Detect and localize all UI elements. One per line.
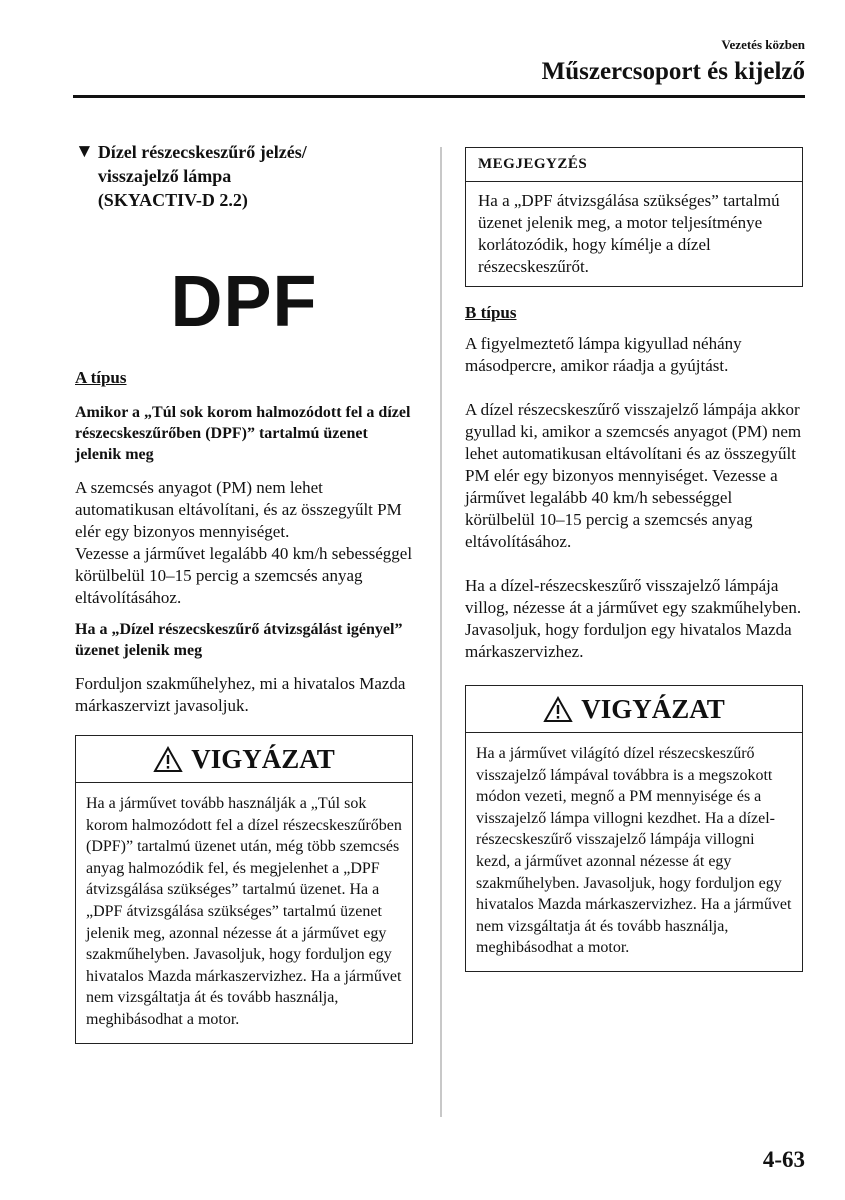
note-box: [465, 147, 803, 287]
dpf-indicator-symbol: DPF: [170, 262, 318, 342]
section-heading-text: [98, 140, 307, 212]
type-b-paragraph-1: A figyelmeztető lámpa kigyullad néhány másodpercre, amikor ráadja a gyújtást.: [465, 334, 742, 375]
caution-text: Ha a járművet világító dízel részecskeszűrő visszajelző lámpával továbbra is a megszokott módon vezeti, megnő a PM mennyisége és a visszajelző lámpa villogni kezdhet. Ha a dízel-részecskeszűrő visszajelző lámpája villogni kezd, a járművet azonnal nézesse át egy szakműhelyben. Javasoljuk, hogy forduljon egy hivatalos Mazda márkaszervizhez. Ha a járművet nem vizsgáltatja át és tovább használja, meghibásodhat a motor.: [476, 745, 792, 957]
heading-line: Dízel részecskeszűrő jelzés/: [97, 142, 307, 162]
type-b-label: B típus: [465, 303, 517, 322]
message-1-heading: Amikor a „Túl sok korom halmozódott fel a dízel részecskeszűrőben (DPF)” tartalmú üzenet jelenik meg: [75, 404, 411, 463]
warning-triangle-icon: [543, 696, 573, 723]
right-column: [465, 147, 803, 972]
heading-line: (SKYACTIV-D 2.2): [97, 190, 248, 210]
page-number: 4-63: [762, 1147, 805, 1172]
note-text: Ha a „DPF átvizsgálása szükséges” tartalmú üzenet jelenik meg, a motor teljesítménye korlátozódik, hogy kímélje a dízel részecskeszűrőt.: [478, 191, 780, 276]
page-title: Műszercsoport és kijelző: [541, 58, 805, 85]
column-divider: [440, 147, 442, 1117]
caution-title: VIGYÁZAT: [191, 743, 335, 774]
header-rule: [73, 95, 805, 98]
message-1-instruction: Vezesse a járművet legalább 40 km/h sebességgel körülbelül 10–15 percig a szemcsés anyag eltávolításához.: [75, 544, 413, 607]
caution-box: [75, 735, 413, 1044]
triangle-down-icon: ▼: [75, 141, 94, 162]
caution-title: VIGYÁZAT: [581, 693, 725, 724]
type-a-label: A típus: [75, 368, 127, 387]
message-2-heading: Ha a „Dízel részecskeszűrő átvizsgálást igényel” üzenet jelenik meg: [75, 621, 403, 659]
message-2-body: Forduljon szakműhelyhez, mi a hivatalos Mazda márkaszervizt javasoljuk.: [75, 674, 406, 715]
type-b-paragraph-3: Ha a dízel-részecskeszűrő visszajelző lámpája villog, nézesse át a járművet egy szakműhelyben. Javasoljuk, hogy forduljon egy hivatalos Mazda márkaszervizhez.: [465, 576, 802, 661]
left-column: [75, 140, 413, 1044]
heading-line: visszajelző lámpa: [97, 166, 232, 186]
caution-text: Ha a járművet tovább használják a „Túl sok korom halmozódott fel a dízel részecskeszűrőben (DPF)” tartalmú üzenet után, még több szemcsés anyag halmozódik fel, és megjelenhet a „DPF átvizsgálása szükséges” tartalmú üzenet. Ha a „DPF átvizsgálása szükséges” tartalmú üzenet jelenik meg, azonnal nézesse át a járművet egy szakműhelyben. Javasoljuk, hogy forduljon egy hivatalos Mazda márkaszervizhez. Ha a járművet nem vizsgáltatja át és tovább használja, meghibásodhat a motor.: [86, 795, 402, 1028]
warning-triangle-icon: [153, 746, 183, 773]
type-b-paragraph-2: A dízel részecskeszűrő visszajelző lámpája akkor gyullad ki, amikor a szemcsés anyagot (PM) nem lehet automatikusan eltávolítani és az összegyűlt PM elér egy bizonyos mennyiséget. Vezesse a járművet legalább 40 km/h sebességgel körülbelül 10–15 percig a szemcsés anyag eltávolításához.: [465, 400, 802, 551]
caution-header: [76, 736, 412, 783]
section-name: Vezetés közben: [721, 37, 805, 52]
caution-header: [466, 686, 802, 733]
note-title: MEGJEGYZÉS: [466, 148, 802, 182]
caution-box: [465, 685, 803, 972]
section-heading: [75, 140, 413, 212]
message-1-body: A szemcsés anyagot (PM) nem lehet automatikusan eltávolítani, és az összegyűlt PM elér egy bizonyos mennyiséget.: [75, 478, 402, 541]
